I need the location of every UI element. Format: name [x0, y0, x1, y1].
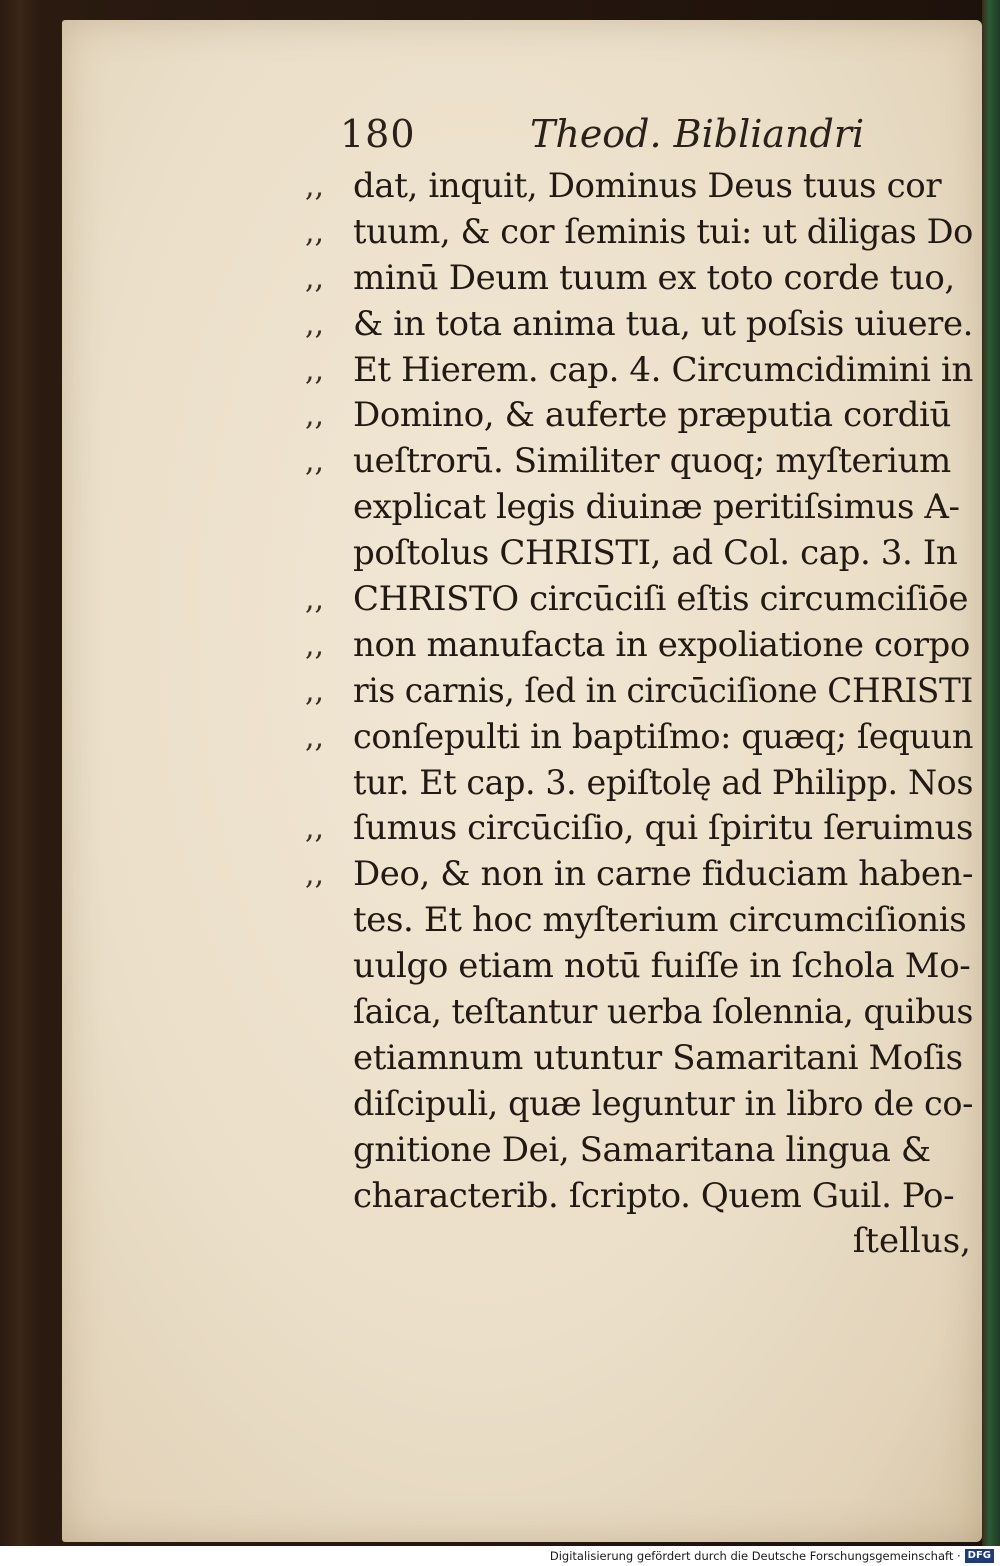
text-line: [305, 302, 975, 348]
quotation-mark: ,,: [305, 719, 325, 755]
quotation-mark: ,,: [305, 352, 325, 388]
line-text: Deo, & non in carne fiduciam haben-: [353, 854, 974, 895]
text-line: [305, 944, 975, 990]
line-text: ueſtrorū. Similiter quoq; myſterium: [353, 441, 951, 482]
quotation-mark: ,,: [305, 398, 325, 434]
quotation-mark: ,,: [305, 260, 325, 296]
text-line: [305, 164, 975, 210]
text-line: [305, 348, 975, 394]
quotation-mark: ,,: [305, 673, 325, 709]
quotation-mark: ,,: [305, 444, 325, 480]
text-line: [305, 806, 975, 852]
text-line: [305, 577, 975, 623]
line-text: gnitione Dei, Samaritana lingua &: [353, 1129, 931, 1170]
quotation-mark: ,,: [305, 811, 325, 847]
quotation-mark: ,,: [305, 306, 325, 342]
catchword-line: [305, 1219, 975, 1265]
text-line: [305, 1082, 975, 1128]
line-text: tur. Et cap. 3. epiſtolę ad Philipp. Nos: [353, 762, 974, 803]
footer-text: Digitalisierung gefördert durch die Deutsche Forschungsgemeinschaft ·: [549, 1549, 961, 1563]
quotation-mark: ,,: [305, 169, 325, 204]
line-text: ſaica, teſtantur uerba ſolennia, quibus: [353, 992, 974, 1033]
quotation-mark: ,,: [305, 582, 325, 618]
text-line: [305, 439, 975, 485]
quotation-mark: ,,: [305, 857, 325, 893]
line-text: characterib. ſcripto. Quem Guil. Po-: [353, 1175, 955, 1216]
line-text: explicat legis diuinæ peritiſsimus A-: [353, 487, 960, 528]
line-text: uulgo etiam notū fuiſſe in ſchola Mo-: [353, 946, 971, 987]
dfg-logo-icon: DFG: [965, 1549, 994, 1563]
text-line: [305, 393, 975, 439]
text-line: [305, 256, 975, 302]
line-text: ris carnis, ſed in circūciſione CHRISTI: [353, 670, 973, 711]
line-text: minū Deum tuum ex toto corde tuo,: [353, 257, 955, 298]
text-line: [305, 1036, 975, 1082]
text-line: [305, 898, 975, 944]
line-text: & in tota anima tua, ut poſsis uiuere.: [353, 303, 974, 344]
text-line: [305, 990, 975, 1036]
text-line: [305, 852, 975, 898]
text-line: [305, 761, 975, 807]
text-line: [305, 1174, 975, 1220]
text-line: [305, 715, 975, 761]
quotation-mark: ,,: [305, 627, 325, 663]
text-line: [305, 485, 975, 531]
line-text: non manufacta in expoliatione corpo: [353, 624, 970, 665]
line-text: diſcipuli, quæ leguntur in libro de co-: [353, 1083, 974, 1124]
text-line: [305, 1128, 975, 1174]
digitization-footer: [0, 1546, 1000, 1566]
line-text: ſumus circūciſio, qui ſpiritu ſeruimus: [353, 808, 974, 849]
line-text: Et Hierem. cap. 4. Circumcidimini in: [353, 349, 973, 390]
catchword: ſtellus,: [852, 1221, 971, 1262]
quotation-mark: ,,: [305, 214, 325, 250]
book-edge: [982, 0, 1000, 1566]
page-number: 180: [340, 112, 416, 156]
line-text: conſepulti in baptiſmo: quæq; ſequun: [353, 716, 974, 757]
line-text: tuum, & cor ſeminis tui: ut diligas Do: [353, 211, 973, 252]
line-text: tes. Et hoc myſterium circumciſionis: [353, 900, 967, 941]
text-line: [305, 669, 975, 715]
running-title: Theod. Bibliandri: [530, 112, 865, 156]
page-header: [340, 112, 900, 162]
text-line: [305, 210, 975, 256]
text-line: [305, 531, 975, 577]
text-block: [305, 164, 975, 1265]
line-text: dat, inquit, Dominus Deus tuus cor: [353, 166, 942, 206]
line-text: etiamnum utuntur Samaritani Moſis: [353, 1037, 963, 1078]
line-text: poſtolus CHRISTI, ad Col. cap. 3. In: [353, 533, 958, 574]
text-line: [305, 623, 975, 669]
line-text: CHRISTO circūciſi eſtis circumciſiōe: [353, 579, 969, 620]
line-text: Domino, & auferte præputia cordiū: [353, 395, 951, 436]
